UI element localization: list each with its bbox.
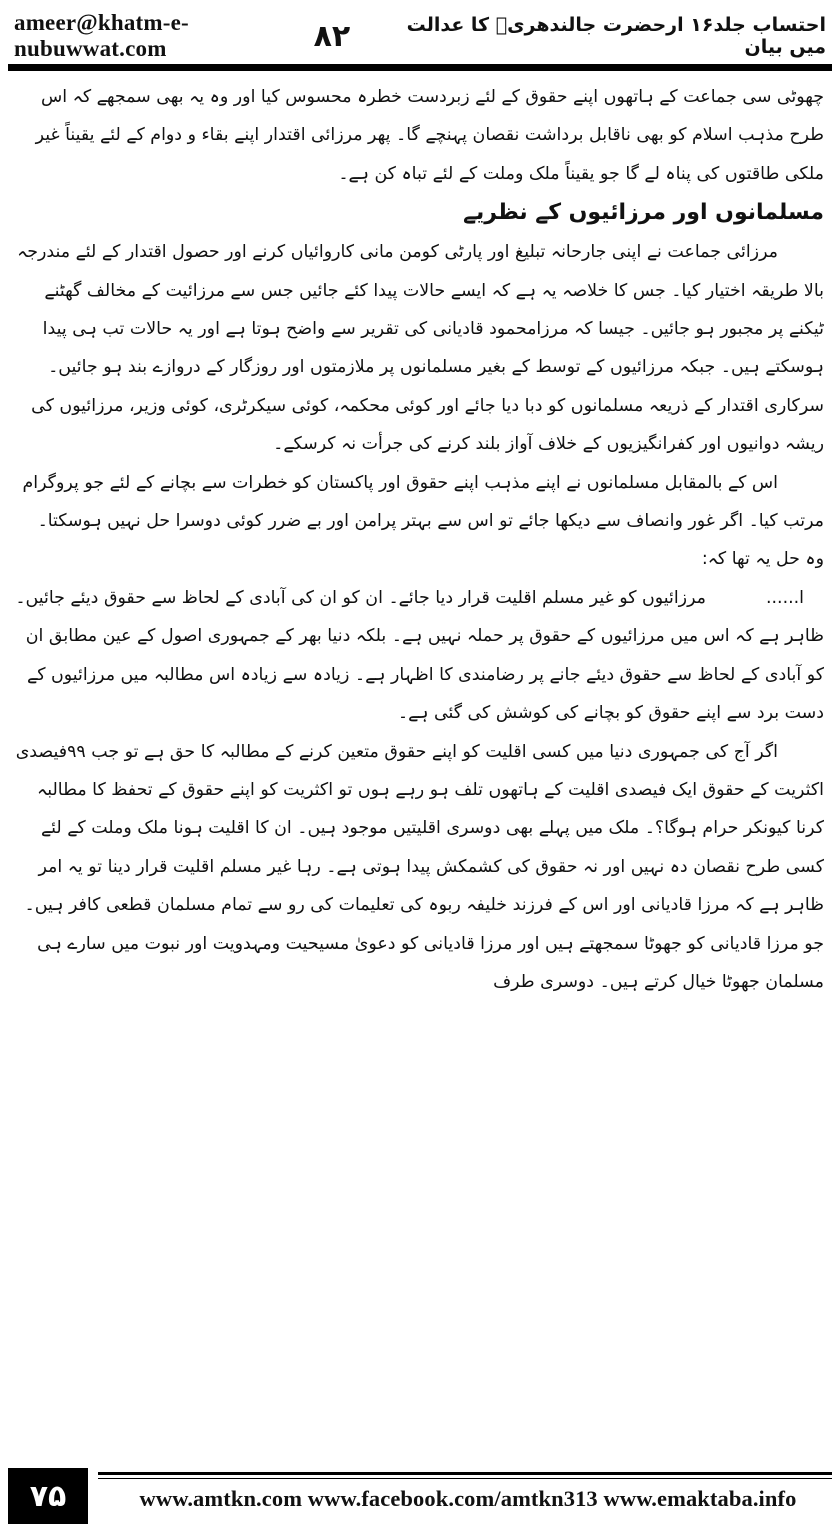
page-header: [14, 10, 826, 62]
list-item-marker: ا......: [766, 587, 804, 608]
folio-number: ۷۵: [8, 1468, 88, 1524]
paragraph-3: اس کے بالمقابل مسلمانوں نے اپنے مذہب اپنے حقوق اور پاکستان کو خطرات سے بچانے کے لئے جو پروگرام مرتب کیا۔ اگر غور وانصاف سے دیکھا جائے تو اس سے بہتر پرامن اور بے ضرر کوئی دوسرا حل نہیں ہوسکتا۔ وہ حل یہ تھا کہ:: [22, 472, 824, 570]
header-title-group: [314, 14, 826, 58]
page-number: ۸۲: [313, 18, 351, 54]
footer-rule-thin: [98, 1478, 832, 1479]
paragraph-1: چھوٹی سی جماعت کے ہاتھوں اپنے حقوق کے لئے زبردست خطرہ محسوس کیا اور وہ یہ بھی سمجھے کہ اس طرح مذہب اسلام کو بھی ناقابل برداشت نقصان پہنچے گا۔ پھر مرزائی اقتدار اپنے بقاء و دوام کے لئے یقیناً غیر ملکی طاقتوں کی پناہ لے گا جو یقیناً ملک وملت کے لئے تباہ کن ہے۔: [35, 87, 824, 184]
list-item-1: [14, 579, 824, 733]
list-item-text: مرزائیوں کو غیر مسلم اقلیت قرار دیا جائے۔ ان کو ان کی آبادی کے لحاظ سے حقوق دیئے جائیں۔ ظاہر ہے کہ اس میں مرزائیوں کے حقوق پر حملہ نہیں ہے۔ بلکہ دنیا بھر کے جمہوری اصول کے عین مطابق ان کو آبادی کے لحاظ سے حقوق دیئے جانے پر رضامندی کا اظہار ہے۔ زیادہ سے زیادہ اس مطالبہ میں مرزائیوں کے دست برد سے اپنے حقوق کو بچانے کی کوشش کی گئی ہے۔: [15, 587, 824, 724]
header-title: احتساب جلد۱۶ ارحضرت جالندھریؒ کا عدالت میں بیان: [406, 14, 826, 58]
footer-urls[interactable]: www.amtkn.com www.facebook.com/amtkn313 www.emaktaba.info: [139, 1486, 797, 1511]
footer-rule: [98, 1472, 832, 1475]
paragraph-2: مرزائی جماعت نے اپنی جارحانہ تبلیغ اور پارٹی کومن مانی کاروائیاں کرنے اور حصول اقتدار کے لئے مندرجہ بالا طریقہ اختیار کیا۔ جس کا خلاصہ یہ ہے کہ ایسے حالات پیدا کئے جائیں جس سے مرزائیت کے مخالف گھٹنے ٹیکنے پر مجبور ہو جائیں۔ جیسا کہ مرزامحمود قادیانی کی تقریر سے واضح ہوتا ہے اور یہ حالات تب ہی پیدا ہوسکتے ہیں۔ جبکہ مرزائیوں کے توسط کے بغیر مسلمانوں پر ملازمتوں اور روزگار کے دروازے بند ہو جائیں۔ سرکاری اقتدار کے ذریعہ مسلمانوں کو دبا دیا جائے اور کوئی محکمہ، کوئی سیکرٹری، کوئی وزیر، مرزائیوں کی ریشہ دوانیوں اور کفرانگیزیوں کے خلاف آواز بلند کرنے کی جرأت نہ کرسکے۔: [17, 242, 824, 455]
page-body: [14, 78, 824, 1448]
section-heading: مسلمانوں اور مرزائیوں کے نظریے: [463, 200, 824, 226]
header-divider: [8, 64, 832, 71]
page-footer: [8, 1464, 832, 1534]
header-email[interactable]: ameer@khatm-e-nubuwwat.com: [14, 10, 189, 61]
paragraph-4: اگر آج کی جمہوری دنیا میں کسی اقلیت کو اپنے حقوق متعین کرنے کے مطالبہ کا حق ہے تو جب ۹۹فیصدی اکثریت کے حقوق ایک فیصدی اقلیت کے ہاتھوں تلف ہو رہے ہوں تو اکثریت کو اپنے حقوق کے تحفظ کا مطالبہ کرنا کیونکر حرام ہوگا؟۔ ملک میں پہلے بھی دوسری اقلیتیں موجود ہیں۔ ان کا اقلیت ہونا ملک وملت کے لئے کسی طرح نقصان دہ نہیں اور نہ حقوق کی کشمکش پیدا ہوتی ہے۔ رہا غیر مسلم اقلیت قرار دینا تو یہ امر ظاہر ہے کہ مرزا قادیانی اور اس کے فرزند خلیفہ ربوہ کی تعلیمات کی رو سے تمام مسلمان قطعی کافر ہیں۔ جو مرزا قادیانی کو جھوٹا سمجھتے ہیں اور مرزا قادیانی کو دعویٰ مسیحیت ومہدویت اور نبوت میں سارے ہی مسلمان جھوٹا خیال کرتے ہیں۔ دوسری طرف: [15, 741, 824, 992]
